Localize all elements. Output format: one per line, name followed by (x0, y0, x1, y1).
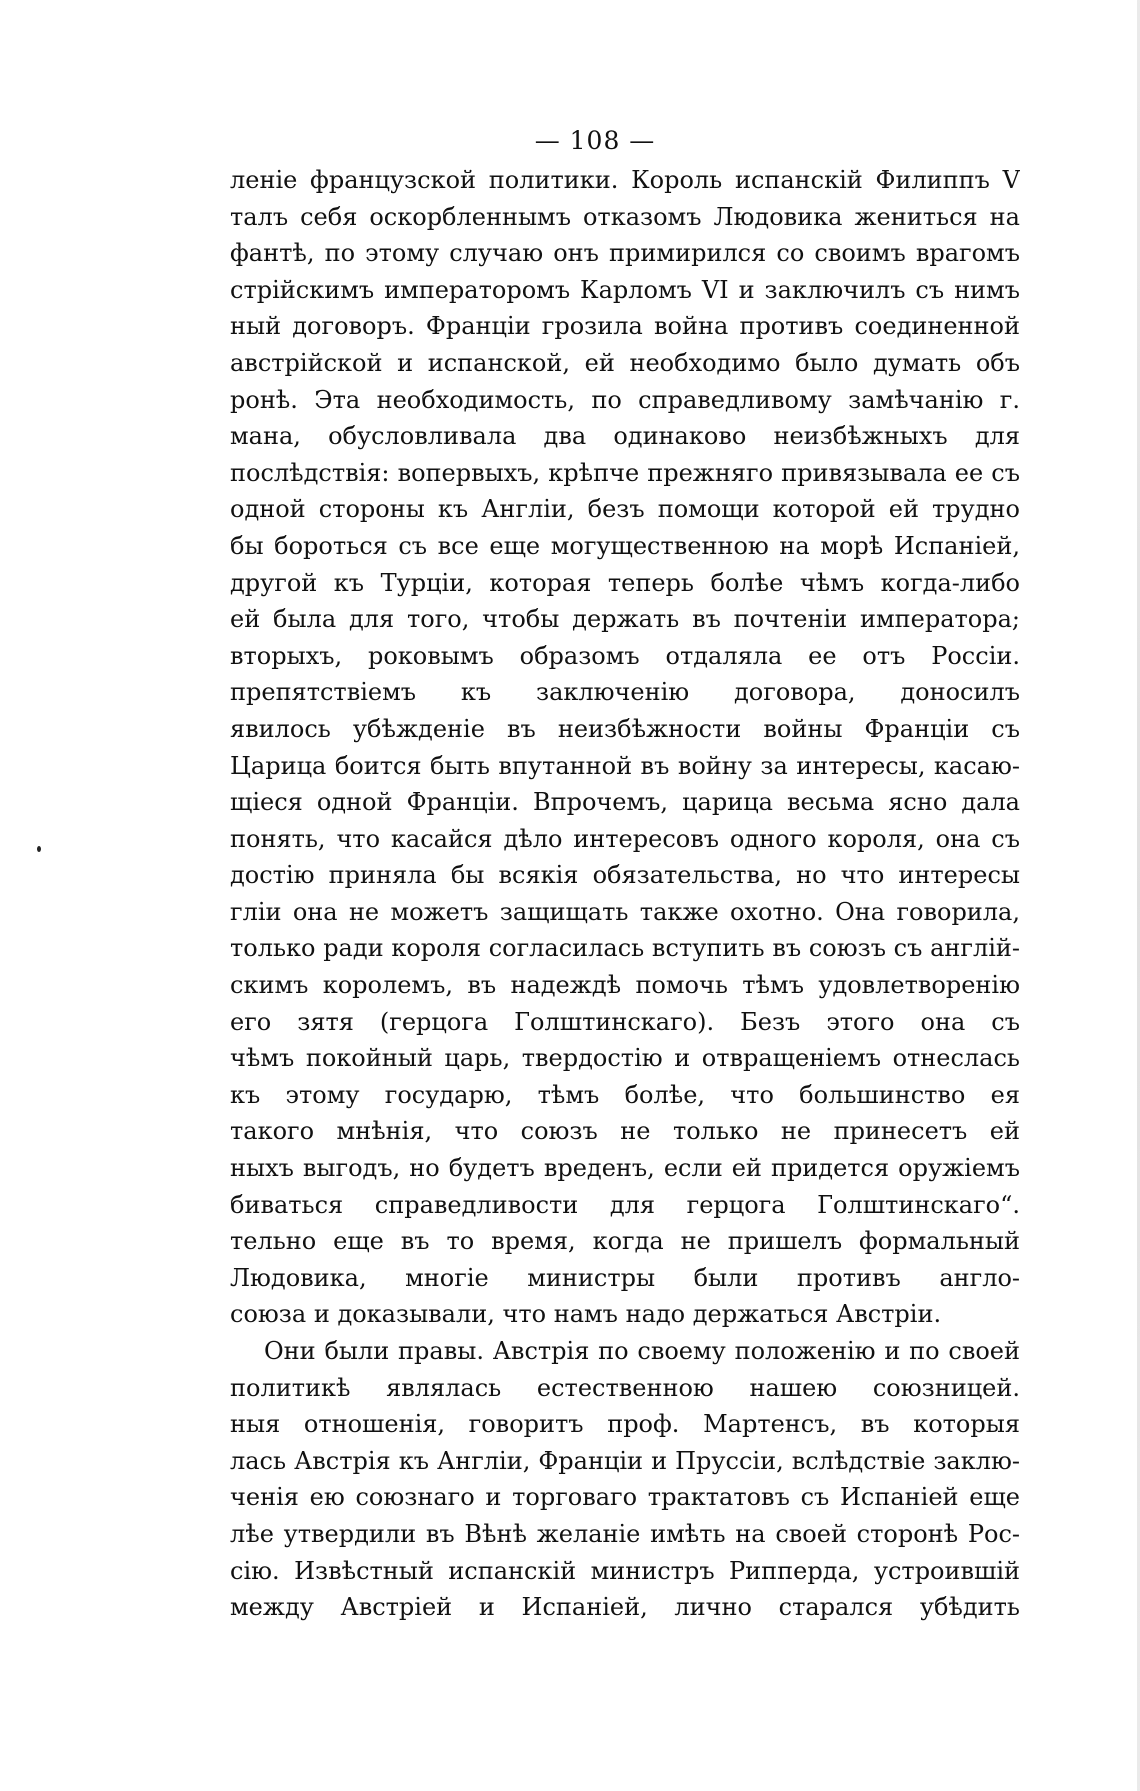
text-line: скимъ королемъ, въ надеждѣ помочь тѣмъ удовлетворенію (230, 971, 1020, 1000)
body-text (230, 162, 1020, 1626)
text-line: леніе французской политики. Король испанскій Филиппъ V (230, 166, 1020, 194)
text-line: явилось убѣжденіе въ неизбѣжности войны Франціи съ (230, 714, 1020, 743)
paragraph-1 (230, 162, 1020, 1333)
text-line: ныя отношенія, говоритъ проф. Мартенсъ, въ которыя (230, 1410, 1020, 1439)
text-line: препятствіемъ къ заключенію договора, доносилъ (230, 678, 1020, 707)
text-line: лась Австрія къ Англіи, Франціи и Пруссіи, вслѣдствіе заклю- (230, 1446, 1020, 1475)
text-line: ей была для того, чтобы держать въ почтеніи императора; (230, 605, 1020, 634)
text-line: фантѣ, по этому случаю онъ примирился со своимъ врагомъ (230, 239, 1020, 268)
text-line: между Австріей и Испаніей, лично старался убѣдить (230, 1593, 1020, 1622)
text-line: гліи она не можетъ защищать также охотно. Она говорила, (230, 897, 1020, 926)
text-line: Царица боится быть впутанной въ войну за интересы, касаю- (230, 751, 1020, 780)
text-line: такого мнѣнія, что союзъ не только не принесетъ ей (230, 1117, 1020, 1146)
text-line: чѣмъ покойный царь, твердостію и отвращеніемъ отнеслась (230, 1044, 1020, 1073)
text-line: сію. Извѣстный испанскій министръ Рипперда, устроившій (230, 1556, 1020, 1585)
text-line: мана, обусловливала два одинаково неизбѣжныхъ для (230, 422, 1020, 451)
text-line: другой къ Турціи, которая теперь болѣе чѣмъ когда-либо (230, 568, 1020, 597)
text-line: ронѣ. Эта необходимость, по справедливому замѣчанію г. (230, 385, 1020, 414)
ink-speck (37, 846, 41, 852)
text-line: тельно еще въ то время, когда не пришелъ формальный (230, 1227, 1020, 1256)
text-line: послѣдствія: вопервыхъ, крѣпче прежняго привязывала ее съ (230, 458, 1020, 487)
text-line: австрійской и испанской, ей необходимо было думать объ (230, 348, 1020, 377)
text-line: политикѣ являлась естественною нашею союзницей. (230, 1373, 1020, 1402)
text-line: одной стороны къ Англіи, безъ помощи которой ей трудно (230, 495, 1020, 524)
text-line: его зятя (герцога Голштинскаго). Безъ этого она съ (230, 1007, 1020, 1036)
text-line: только ради короля согласилась вступить въ союзъ съ англій- (230, 934, 1020, 963)
page-number: — 108 — (534, 126, 656, 155)
text-line: ченія ею союзнаго и торговаго трактатовъ съ Испаніей еще (230, 1483, 1020, 1512)
text-line: щіеся одной Франціи. Впрочемъ, царица весьма ясно дала (230, 788, 1020, 817)
text-line: достію приняла бы всякія обязательства, но что интересы (230, 861, 1020, 890)
text-line: ныхъ выгодъ, но будетъ вреденъ, если ей придется оружіемъ (230, 1154, 1020, 1183)
text-line: биваться справедливости для герцога Голштинскаго“. (230, 1190, 1020, 1219)
text-line: лѣе утвердили въ Вѣнѣ желаніе имѣть на своей сторонѣ Рос- (230, 1519, 1020, 1548)
text-line: ный договоръ. Франціи грозила война противъ соединенной (230, 312, 1020, 341)
text-line: вторыхъ, роковымъ образомъ отдаляла ее отъ Россіи. (230, 641, 1020, 670)
paragraph-2 (230, 1333, 1020, 1626)
text-line: бы бороться съ все еще могущественною на морѣ Испаніей, (230, 531, 1020, 560)
text-line: талъ себя оскорбленнымъ отказомъ Людовика жениться на (230, 202, 1020, 231)
text-line: стрійскимъ императоромъ Карломъ VI и заключилъ съ нимъ (230, 275, 1020, 304)
text-line: союза и доказывали, что намъ надо держаться Австріи. (230, 1300, 942, 1329)
text-line: Они были правы. Австрія по своему положенію и по своей (264, 1337, 1020, 1365)
text-line: понять, что касайся дѣло интересовъ одного короля, она съ (230, 824, 1020, 853)
text-line: къ этому государю, тѣмъ болѣе, что большинство ея (230, 1080, 1020, 1109)
text-line: Людовика, многіе министры были противъ англо- (230, 1263, 1020, 1292)
